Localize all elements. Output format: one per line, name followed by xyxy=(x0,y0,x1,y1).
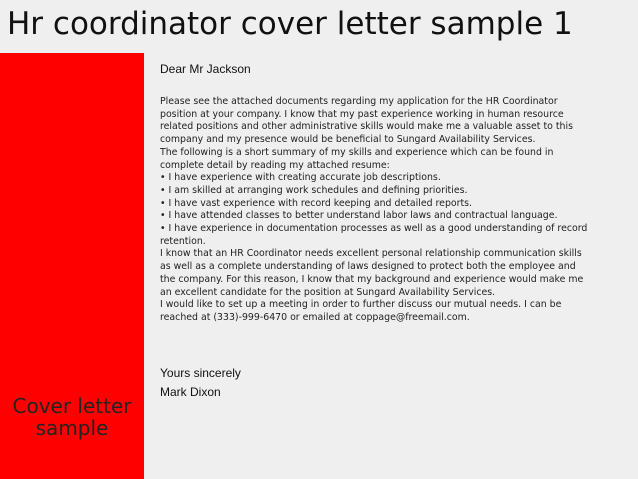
bullet-item: • I have experience in documentation processes as well as a good understanding of record xyxy=(160,223,588,235)
letter-closing: Yours sincerely xyxy=(160,366,241,380)
bullet-item: • I have vast experience with record keeping and detailed reports. xyxy=(160,197,473,209)
sidebar-caption xyxy=(0,395,144,439)
sidebar-band xyxy=(0,53,144,479)
letter-line: complete detail by reading my attached resume: xyxy=(160,159,390,171)
page-title: Hr coordinator cover letter sample 1 xyxy=(7,6,573,42)
letter-greeting: Dear Mr Jackson xyxy=(160,62,251,76)
letter-signature: Mark Dixon xyxy=(160,385,221,399)
letter-line: related positions and other administrative skills would make me a valuable asset to this xyxy=(160,121,573,133)
letter-line: I would like to set up a meeting in order to further discuss our mutual needs. I can be xyxy=(160,299,562,311)
letter-line: as well as a complete understanding of laws designed to protect both the employee and xyxy=(160,261,576,273)
letter-line: the company. For this reason, I know that my background and experience would make me xyxy=(160,273,584,285)
bullet-item: • I have attended classes to better understand labor laws and contractual language. xyxy=(160,210,558,222)
letter-line: I know that an HR Coordinator needs excellent personal relationship communication skills xyxy=(160,248,582,260)
letter-line: retention. xyxy=(160,235,206,247)
letter-line: company and my presence would be beneficial to Sungard Availability Services. xyxy=(160,134,536,146)
letter-text xyxy=(160,96,630,325)
letter-line: position at your company. I know that my past experience working in human resource xyxy=(160,108,564,120)
letter-line: an excellent candidate for the position at Sungard Availability Services. xyxy=(160,286,496,298)
bullet-item: • I am skilled at arranging work schedules and defining priorities. xyxy=(160,184,468,196)
letter-line: Please see the attached documents regarding my application for the HR Coordinator xyxy=(160,96,558,107)
sidebar-caption-line1: Cover letter xyxy=(12,394,132,418)
letter-line: The following is a short summary of my skills and experience which can be found in xyxy=(160,146,554,158)
sidebar-caption-line2: sample xyxy=(35,416,109,440)
letter-line: reached at (333)-999-6470 or emailed at coppage@freemail.com. xyxy=(160,311,470,323)
bullet-item: • I have experience with creating accurate job descriptions. xyxy=(160,172,441,184)
